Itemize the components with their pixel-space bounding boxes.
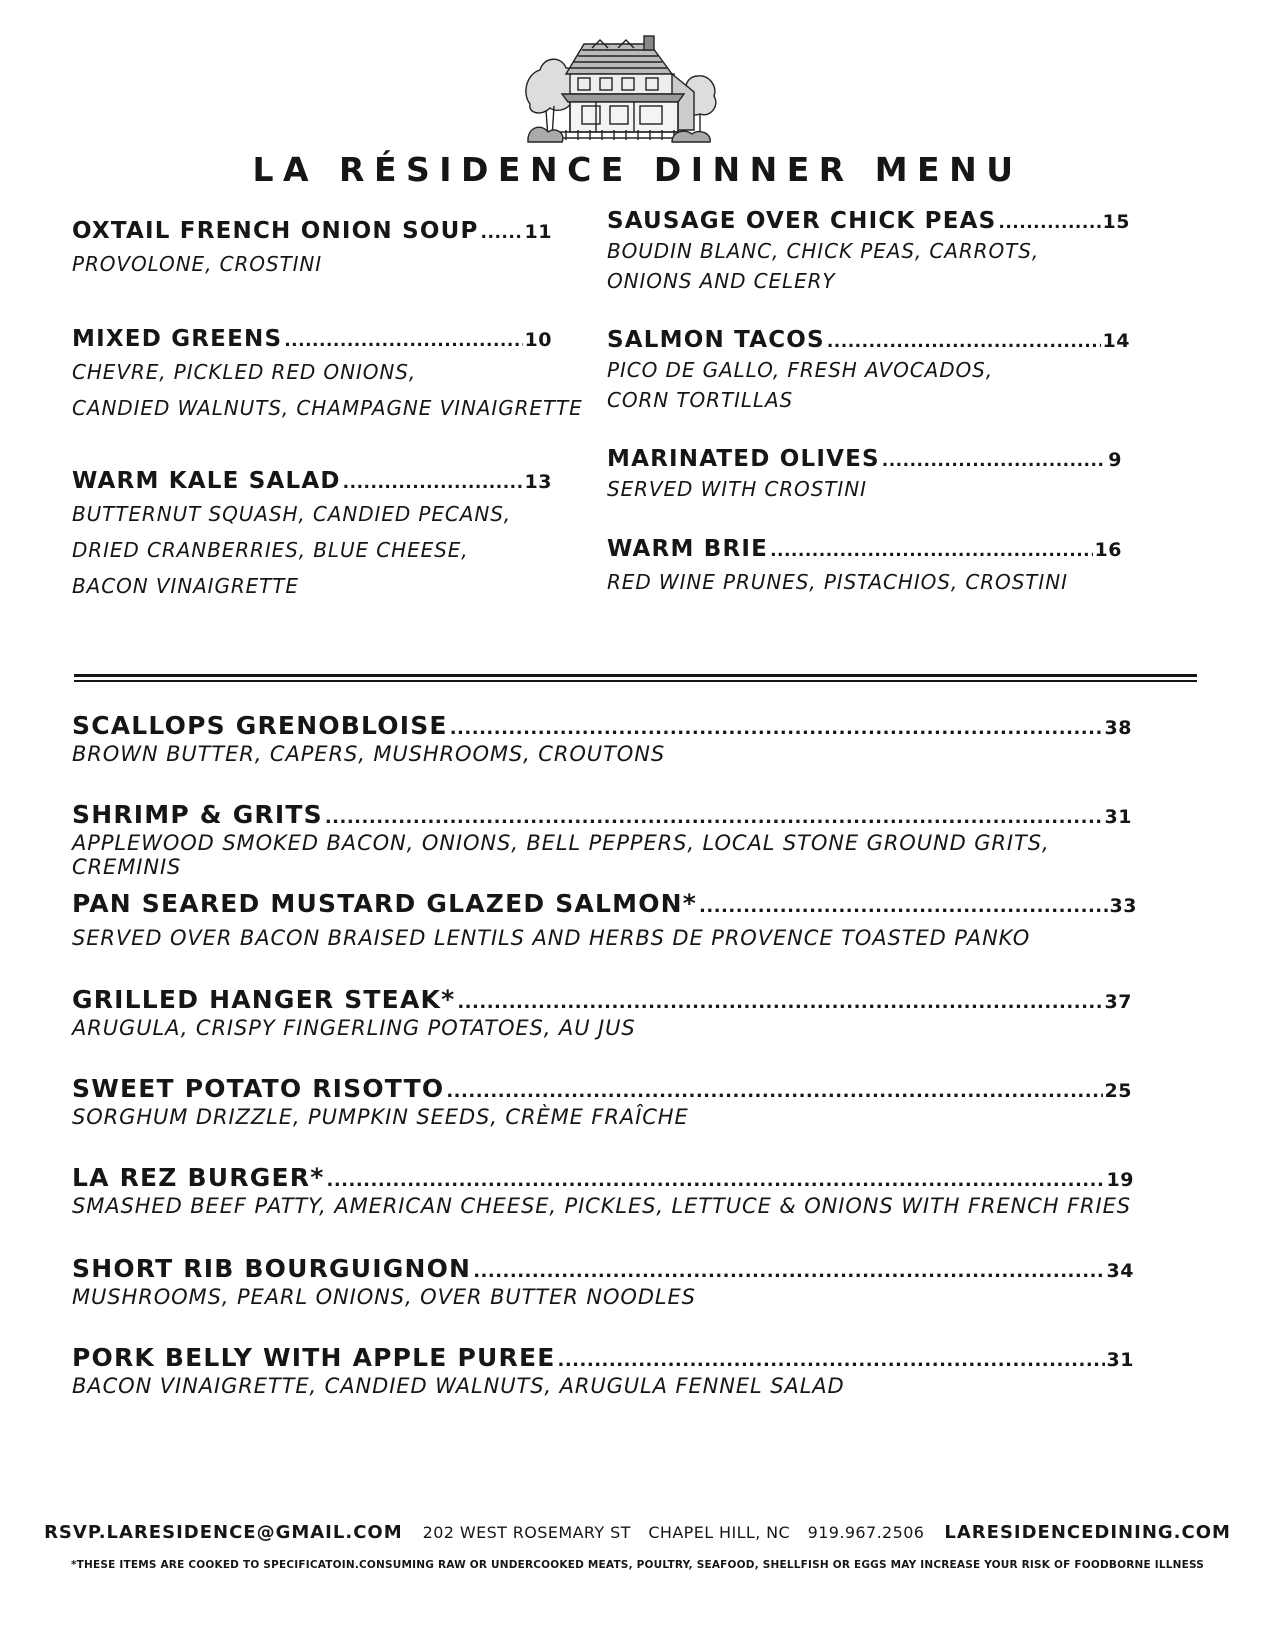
item-name: WARM KALE SALAD [72,468,341,494]
item-description: CORN TORTILLAS [607,388,794,412]
city: CHAPEL HILL, NC [648,1523,791,1542]
menu-item [72,218,552,282]
item-description: MUSHROOMS, PEARL ONIONS, OVER BUTTER NOODLES [72,1285,696,1309]
item-name: SHORT RIB BOURGUIGNON [72,1254,472,1283]
menu-item [607,208,1130,296]
item-price: 31 [1106,1349,1134,1371]
item-description: SORGHUM DRIZZLE, PUMPKIN SEEDS, CRÈME FRAÎCHE [72,1105,689,1129]
item-description: BROWN BUTTER, CAPERS, MUSHROOMS, CROUTONS [72,742,666,766]
item-name: WARM BRIE [607,536,769,562]
item-name: SAUSAGE OVER CHICK PEAS [607,208,997,234]
item-name: MIXED GREENS [72,326,283,352]
item-description: CHEVRE, PICKLED RED ONIONS, [72,360,417,384]
item-description: SERVED WITH CROSTINI [607,477,867,501]
website-link[interactable]: LARESIDENCEDINING.COM [944,1522,1231,1543]
menu-item [607,446,1122,504]
divider [74,674,1197,677]
menu-item [72,1343,1134,1398]
footer [0,1522,1275,1543]
item-name: PAN SEARED MUSTARD GLAZED SALMON* [72,889,698,918]
item-name: SWEET POTATO RISOTTO [72,1074,445,1103]
item-description: SERVED OVER BACON BRAISED LENTILS AND HERBS DE PROVENCE TOASTED PANKO [72,926,1031,950]
address [417,1523,931,1542]
menu-item [72,468,552,604]
item-description: RED WINE PRUNES, PISTACHIOS, CROSTINI [607,570,1068,594]
item-name: SCALLOPS GRENOBLOISE [72,711,448,740]
item-price: 34 [1106,1260,1134,1282]
menu-title: LA RÉSIDENCE DINNER MENU [252,150,1023,189]
item-price: 13 [524,471,552,493]
menu-item [607,327,1130,415]
item-name: SHRIMP & GRITS [72,800,323,829]
disclaimer: *THESE ITEMS ARE COOKED TO SPECIFICATOIN.CONSUMING RAW OR UNDERCOOKED MEATS, POULTRY, SEAFOOD, SHELLFISH OR EGGS MAY INCREASE YOUR RISK OF FOODBORNE ILLNESS [70,1559,1205,1571]
email-link[interactable]: RSVP.LARESIDENCE@GMAIL.COM [44,1522,403,1543]
house-illustration-icon [522,34,720,146]
item-price: 9 [1108,449,1122,471]
divider [74,680,1197,682]
item-price: 14 [1102,330,1130,352]
item-description: PICO DE GALLO, FRESH AVOCADOS, [607,358,993,382]
item-name: GRILLED HANGER STEAK* [72,985,456,1014]
menu-item [72,889,1137,950]
item-description: ARUGULA, CRISPY FINGERLING POTATOES, AU JUS [72,1016,636,1040]
item-price: 31 [1104,806,1132,828]
item-name: PORK BELLY WITH APPLE PUREE [72,1343,556,1372]
item-description: SMASHED BEEF PATTY, AMERICAN CHEESE, PICKLES, LETTUCE & ONIONS WITH FRENCH FRIES [72,1194,1131,1218]
item-price: 10 [524,329,552,351]
menu-item [72,1074,1132,1129]
item-price: 11 [524,221,552,243]
item-description: APPLEWOOD SMOKED BACON, ONIONS, BELL PEPPERS, LOCAL STONE GROUND GRITS, CREMINIS [72,831,1050,879]
menu-item [72,326,583,426]
item-name: LA REZ BURGER* [72,1163,325,1192]
item-description: PROVOLONE, CROSTINI [72,252,323,276]
phone-number[interactable]: 919.967.2506 [807,1523,925,1542]
item-description: BACON VINAIGRETTE [72,574,299,598]
item-description: BACON VINAIGRETTE, CANDIED WALNUTS, ARUGULA FENNEL SALAD [72,1374,845,1398]
menu-item [72,800,1132,879]
menu-item [72,711,1132,766]
item-description: BOUDIN BLANC, CHICK PEAS, CARROTS, [607,239,1040,263]
item-price: 19 [1106,1169,1134,1191]
item-description: ONIONS AND CELERY [607,269,836,293]
item-price: 37 [1104,991,1132,1013]
item-name: MARINATED OLIVES [607,446,880,472]
item-description: CANDIED WALNUTS, CHAMPAGNE VINAIGRETTE [72,396,583,420]
item-description: BUTTERNUT SQUASH, CANDIED PECANS, [72,502,512,526]
item-description: DRIED CRANBERRIES, BLUE CHEESE, [72,538,469,562]
item-name: SALMON TACOS [607,327,825,353]
menu-item [72,1163,1134,1218]
item-price: 25 [1104,1080,1132,1102]
item-name: OXTAIL FRENCH ONION SOUP [72,218,479,244]
item-price: 15 [1102,211,1130,233]
item-price: 33 [1109,895,1137,917]
menu-item [72,1254,1134,1309]
menu-item [72,985,1132,1040]
item-price: 16 [1094,539,1122,561]
item-price: 38 [1104,717,1132,739]
street-address: 202 WEST ROSEMARY ST [422,1523,631,1542]
menu-item [607,536,1122,600]
